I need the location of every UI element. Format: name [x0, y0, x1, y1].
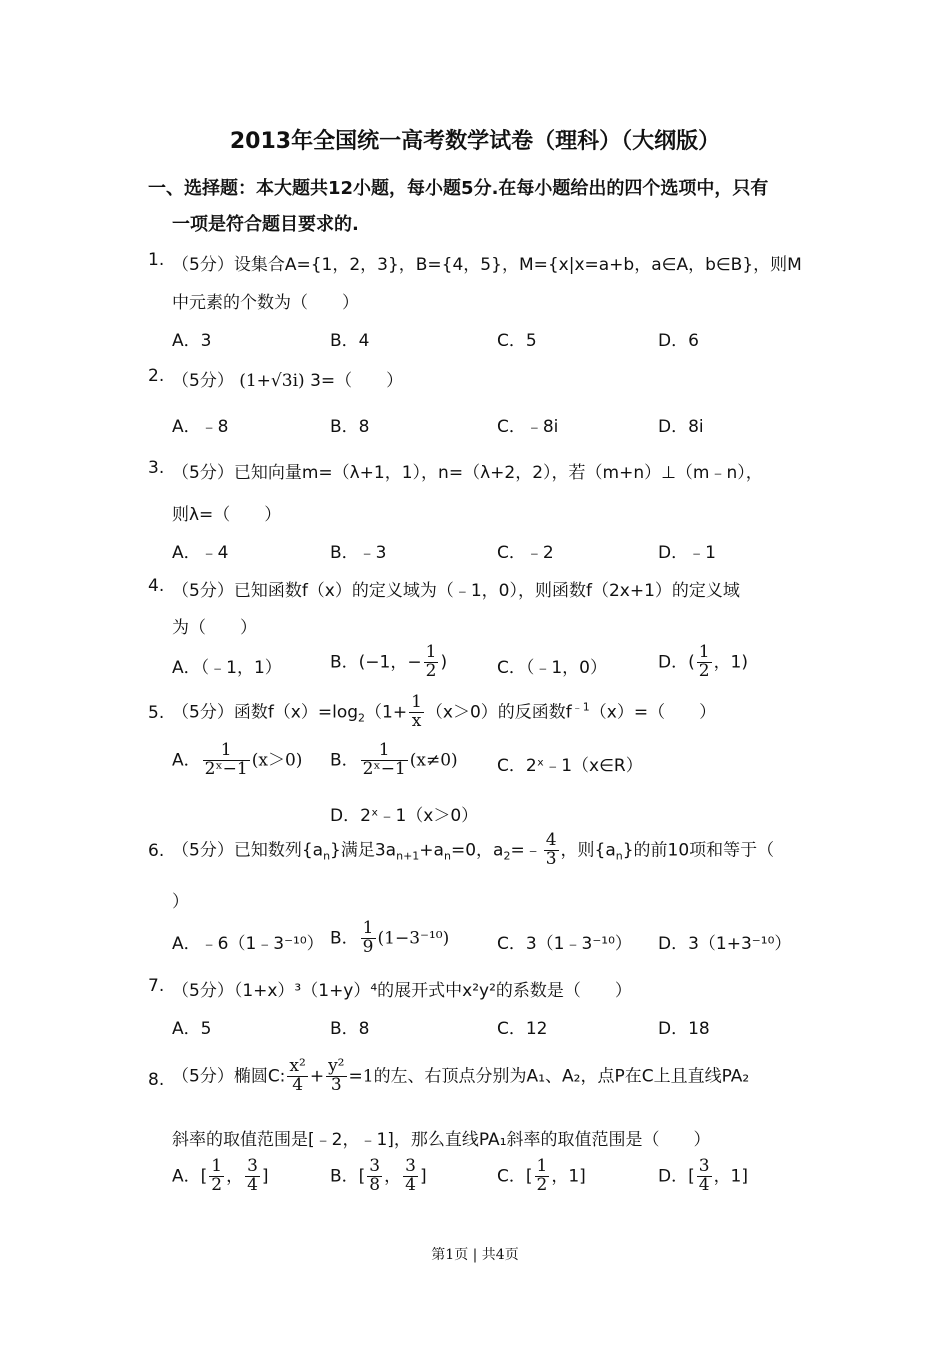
q1-number: 1. [148, 250, 165, 270]
q8-text-prefix: （5分）椭圆C: [172, 1066, 286, 1087]
fraction-numerator: 1 [362, 918, 374, 938]
q8-text-line1 [172, 1058, 749, 1095]
q6-text-line2: ） [172, 892, 189, 912]
q8-option-a [172, 1158, 269, 1195]
fraction-denominator: 4 [247, 1174, 258, 1195]
fraction-numerator: 1 [211, 1156, 223, 1176]
q6-subscript: n [615, 849, 623, 863]
fraction-numerator: 3 [247, 1156, 258, 1176]
fraction-numerator: 4 [545, 830, 557, 850]
q1-text-line2: 中元素的个数为（ ） [172, 293, 359, 313]
q3-number: 3. [148, 458, 165, 478]
fraction-denominator: 4 [698, 1174, 710, 1195]
option-end: ，1] [713, 1166, 749, 1187]
q6-text-part: +a [419, 840, 444, 861]
q4-text-line2: 为（ ） [172, 618, 257, 638]
q4-option-c: C．（﹣1，0） [497, 658, 608, 678]
section-heading-line1: 一、选择题：本大题共12小题，每小题5分.在每小题给出的四个选项中，只有 [148, 178, 769, 199]
q7-option-d: D．18 [658, 1019, 710, 1039]
q4-option-d-suffix: ，1) [713, 652, 749, 673]
fraction-denominator: 2ˣ−1 [362, 758, 406, 779]
q2-number: 2. [148, 366, 165, 386]
fraction-numerator: 1 [203, 742, 250, 761]
q4-option-b [330, 644, 447, 681]
page-title: 2013年全国统一高考数学试卷（理科）（大纲版） [229, 129, 721, 154]
q3-text-line2: 则λ=（ ） [172, 505, 282, 525]
fraction-denominator: 4 [405, 1174, 416, 1195]
q3-option-a: A．﹣4 [172, 543, 229, 563]
q5-text [172, 694, 716, 731]
fraction-denominator: x [411, 710, 422, 731]
q4-option-b-suffix: ) [440, 652, 448, 673]
fraction-numerator: y² [328, 1056, 345, 1076]
q6-option-d: D．3（1+3⁻¹⁰） [658, 934, 792, 954]
q6-option-b [330, 920, 449, 957]
q8-option-d [658, 1158, 748, 1195]
q1-text-line1: （5分）设集合A={1，2，3}，B={4，5}，M={x|x=a+b，a∈A，b∈B}，则M [172, 255, 802, 275]
fraction-denominator: 2 [211, 1174, 223, 1195]
fraction-numerator: 1 [536, 1156, 548, 1176]
option-fraction [245, 1158, 260, 1195]
q6-text-part: }的前10项和等于（ [622, 840, 775, 861]
q6-number: 6. [148, 841, 165, 861]
option-label: C．[ [497, 1166, 533, 1187]
q4-option-d [658, 644, 748, 681]
q2-suffix: 3=（ ） [310, 371, 404, 391]
q5-text-end: （x）=（ ） [589, 702, 717, 723]
q8-fraction-x [287, 1058, 307, 1095]
q2-option-d: D．8i [658, 417, 704, 437]
option-separator: ， [384, 1166, 402, 1187]
fraction-numerator: 3 [698, 1156, 710, 1176]
q5-option-b-fraction [361, 742, 408, 779]
q5-option-a-fraction [203, 742, 250, 779]
option-end: ] [261, 1166, 269, 1187]
option-label: B．[ [330, 1166, 366, 1187]
q4-option-d-prefix: D．( [658, 652, 695, 673]
q6-text-line1 [172, 832, 774, 869]
q3-text-line1: （5分）已知向量m=（λ+1，1），n=（λ+2，2），若（m+n）⊥（m﹣n）， [172, 463, 763, 483]
q4-option-b-prefix: B．(−1，− [330, 652, 422, 673]
q6-option-a: A．﹣6（1﹣3⁻¹⁰） [172, 934, 324, 954]
fraction-denominator: 3 [545, 848, 557, 869]
q6-text-part: }满足3a [330, 840, 397, 861]
option-label: D．[ [658, 1166, 695, 1187]
q6-subscript: n [443, 849, 451, 863]
q2-option-a: A．﹣8 [172, 417, 229, 437]
fraction-denominator: 2 [425, 660, 437, 681]
option-fraction [697, 1158, 712, 1195]
q3-option-d: D．﹣1 [658, 543, 716, 563]
fraction-numerator: 1 [425, 642, 437, 662]
q6-text-part: （5分）已知数列{a [172, 840, 324, 861]
q6-subscript: 2 [503, 849, 511, 863]
q5-option-b-condition: (x≠0) [409, 750, 458, 771]
option-fraction [403, 1158, 418, 1195]
option-label: A．[ [172, 1166, 208, 1187]
fraction-denominator: 8 [369, 1174, 381, 1195]
q2-option-b: B．8 [330, 417, 370, 437]
q8-text-post: 的左、右顶点分别为A₁、A₂，点P在C上且直线PA₂ [373, 1066, 750, 1087]
q1-option-b: B．4 [330, 331, 370, 351]
q4-option-b-fraction [424, 644, 439, 681]
q7-option-a: A．5 [172, 1019, 212, 1039]
q6-subscript: n [323, 849, 331, 863]
q8-option-c [497, 1158, 586, 1195]
option-fraction [209, 1158, 224, 1195]
page-footer: 第1页 | 共4页 [431, 1247, 519, 1263]
q6-option-b-label: B． [330, 928, 359, 949]
fraction-numerator: 1 [698, 642, 710, 662]
q7-option-c: C．12 [497, 1019, 548, 1039]
q5-option-a-label: A． [172, 750, 201, 771]
q8-fraction-y [326, 1058, 346, 1095]
fraction-numerator: 1 [411, 692, 422, 712]
q1-option-c: C．5 [497, 331, 537, 351]
q6-option-b-fraction [361, 920, 376, 957]
q4-option-a: A．（﹣1，1） [172, 658, 282, 678]
q5-option-a-condition: (x＞0) [251, 750, 303, 771]
fraction-denominator: 4 [292, 1074, 304, 1095]
q8-text-line2: 斜率的取值范围是[﹣2，﹣1]，那么直线PA₁斜率的取值范围是（ ） [172, 1130, 711, 1150]
option-separator: ， [226, 1166, 244, 1187]
q4-number: 4. [148, 576, 165, 596]
fraction-denominator: 2ˣ−1 [204, 758, 248, 779]
q8-option-b [330, 1158, 427, 1195]
option-end: ，1] [551, 1166, 586, 1187]
q5-option-c: C．2ˣ﹣1（x∈R） [497, 756, 643, 776]
q3-option-b: B．﹣3 [330, 543, 387, 563]
q8-number: 8. [148, 1070, 165, 1090]
q5-text-mid: （1+ [365, 702, 408, 723]
q1-option-a: A．3 [172, 331, 212, 351]
q5-fraction [409, 694, 424, 731]
q4-option-d-fraction [697, 644, 712, 681]
q5-text-post: （x＞0）的反函数f [425, 702, 572, 723]
option-fraction [535, 1158, 550, 1195]
q6-text-part: =0，a [450, 840, 504, 861]
q8-plus: + [309, 1066, 325, 1087]
fraction-denominator: 2 [698, 660, 710, 681]
q1-option-d: D．6 [658, 331, 699, 351]
q5-inverse-exponent: ﹣1 [571, 700, 590, 714]
q2-option-c: C．﹣8i [497, 417, 559, 437]
fraction-numerator: 3 [369, 1156, 381, 1176]
fraction-numerator: 3 [405, 1156, 416, 1176]
q6-option-c: C．3（1﹣3⁻¹⁰） [497, 934, 632, 954]
option-end: ] [419, 1166, 427, 1187]
fraction-numerator: x² [289, 1056, 306, 1076]
option-fraction [367, 1158, 382, 1195]
q7-number: 7. [148, 976, 165, 996]
q5-number: 5. [148, 703, 165, 723]
q6-text-part: =﹣ [510, 840, 542, 861]
section-heading-line2: 一项是符合题目要求的. [172, 214, 359, 235]
q5-text-prefix: （5分）函数f（x）=log [172, 702, 359, 723]
q5-option-a [172, 742, 302, 779]
q6-subscript: n+1 [396, 849, 420, 863]
q7-text: （5分）（1+x）³（1+y）⁴的展开式中x²y²的系数是（ ） [172, 981, 632, 1001]
q6-fraction [544, 832, 559, 869]
q7-option-b: B．8 [330, 1019, 370, 1039]
fraction-denominator: 2 [536, 1174, 548, 1195]
q6-option-b-expression: (1−3⁻¹⁰) [377, 928, 450, 949]
q2-text [172, 366, 403, 391]
fraction-numerator: 1 [361, 742, 408, 761]
fraction-denominator: 3 [330, 1074, 342, 1095]
q5-option-b [330, 742, 458, 779]
q2-expression: (1+√3i) [239, 371, 305, 391]
q4-text-line1: （5分）已知函数f（x）的定义域为（﹣1，0），则函数f（2x+1）的定义域 [172, 581, 740, 601]
q2-prefix: （5分） [172, 371, 234, 391]
q5-option-d: D．2ˣ﹣1（x＞0） [330, 806, 479, 826]
fraction-denominator: 9 [362, 936, 374, 957]
q8-equals: =1 [348, 1066, 374, 1087]
q6-text-part: ，则{a [560, 840, 616, 861]
q3-option-c: C．﹣2 [497, 543, 554, 563]
q5-log-base: 2 [358, 711, 366, 725]
q5-option-b-label: B． [330, 750, 359, 771]
